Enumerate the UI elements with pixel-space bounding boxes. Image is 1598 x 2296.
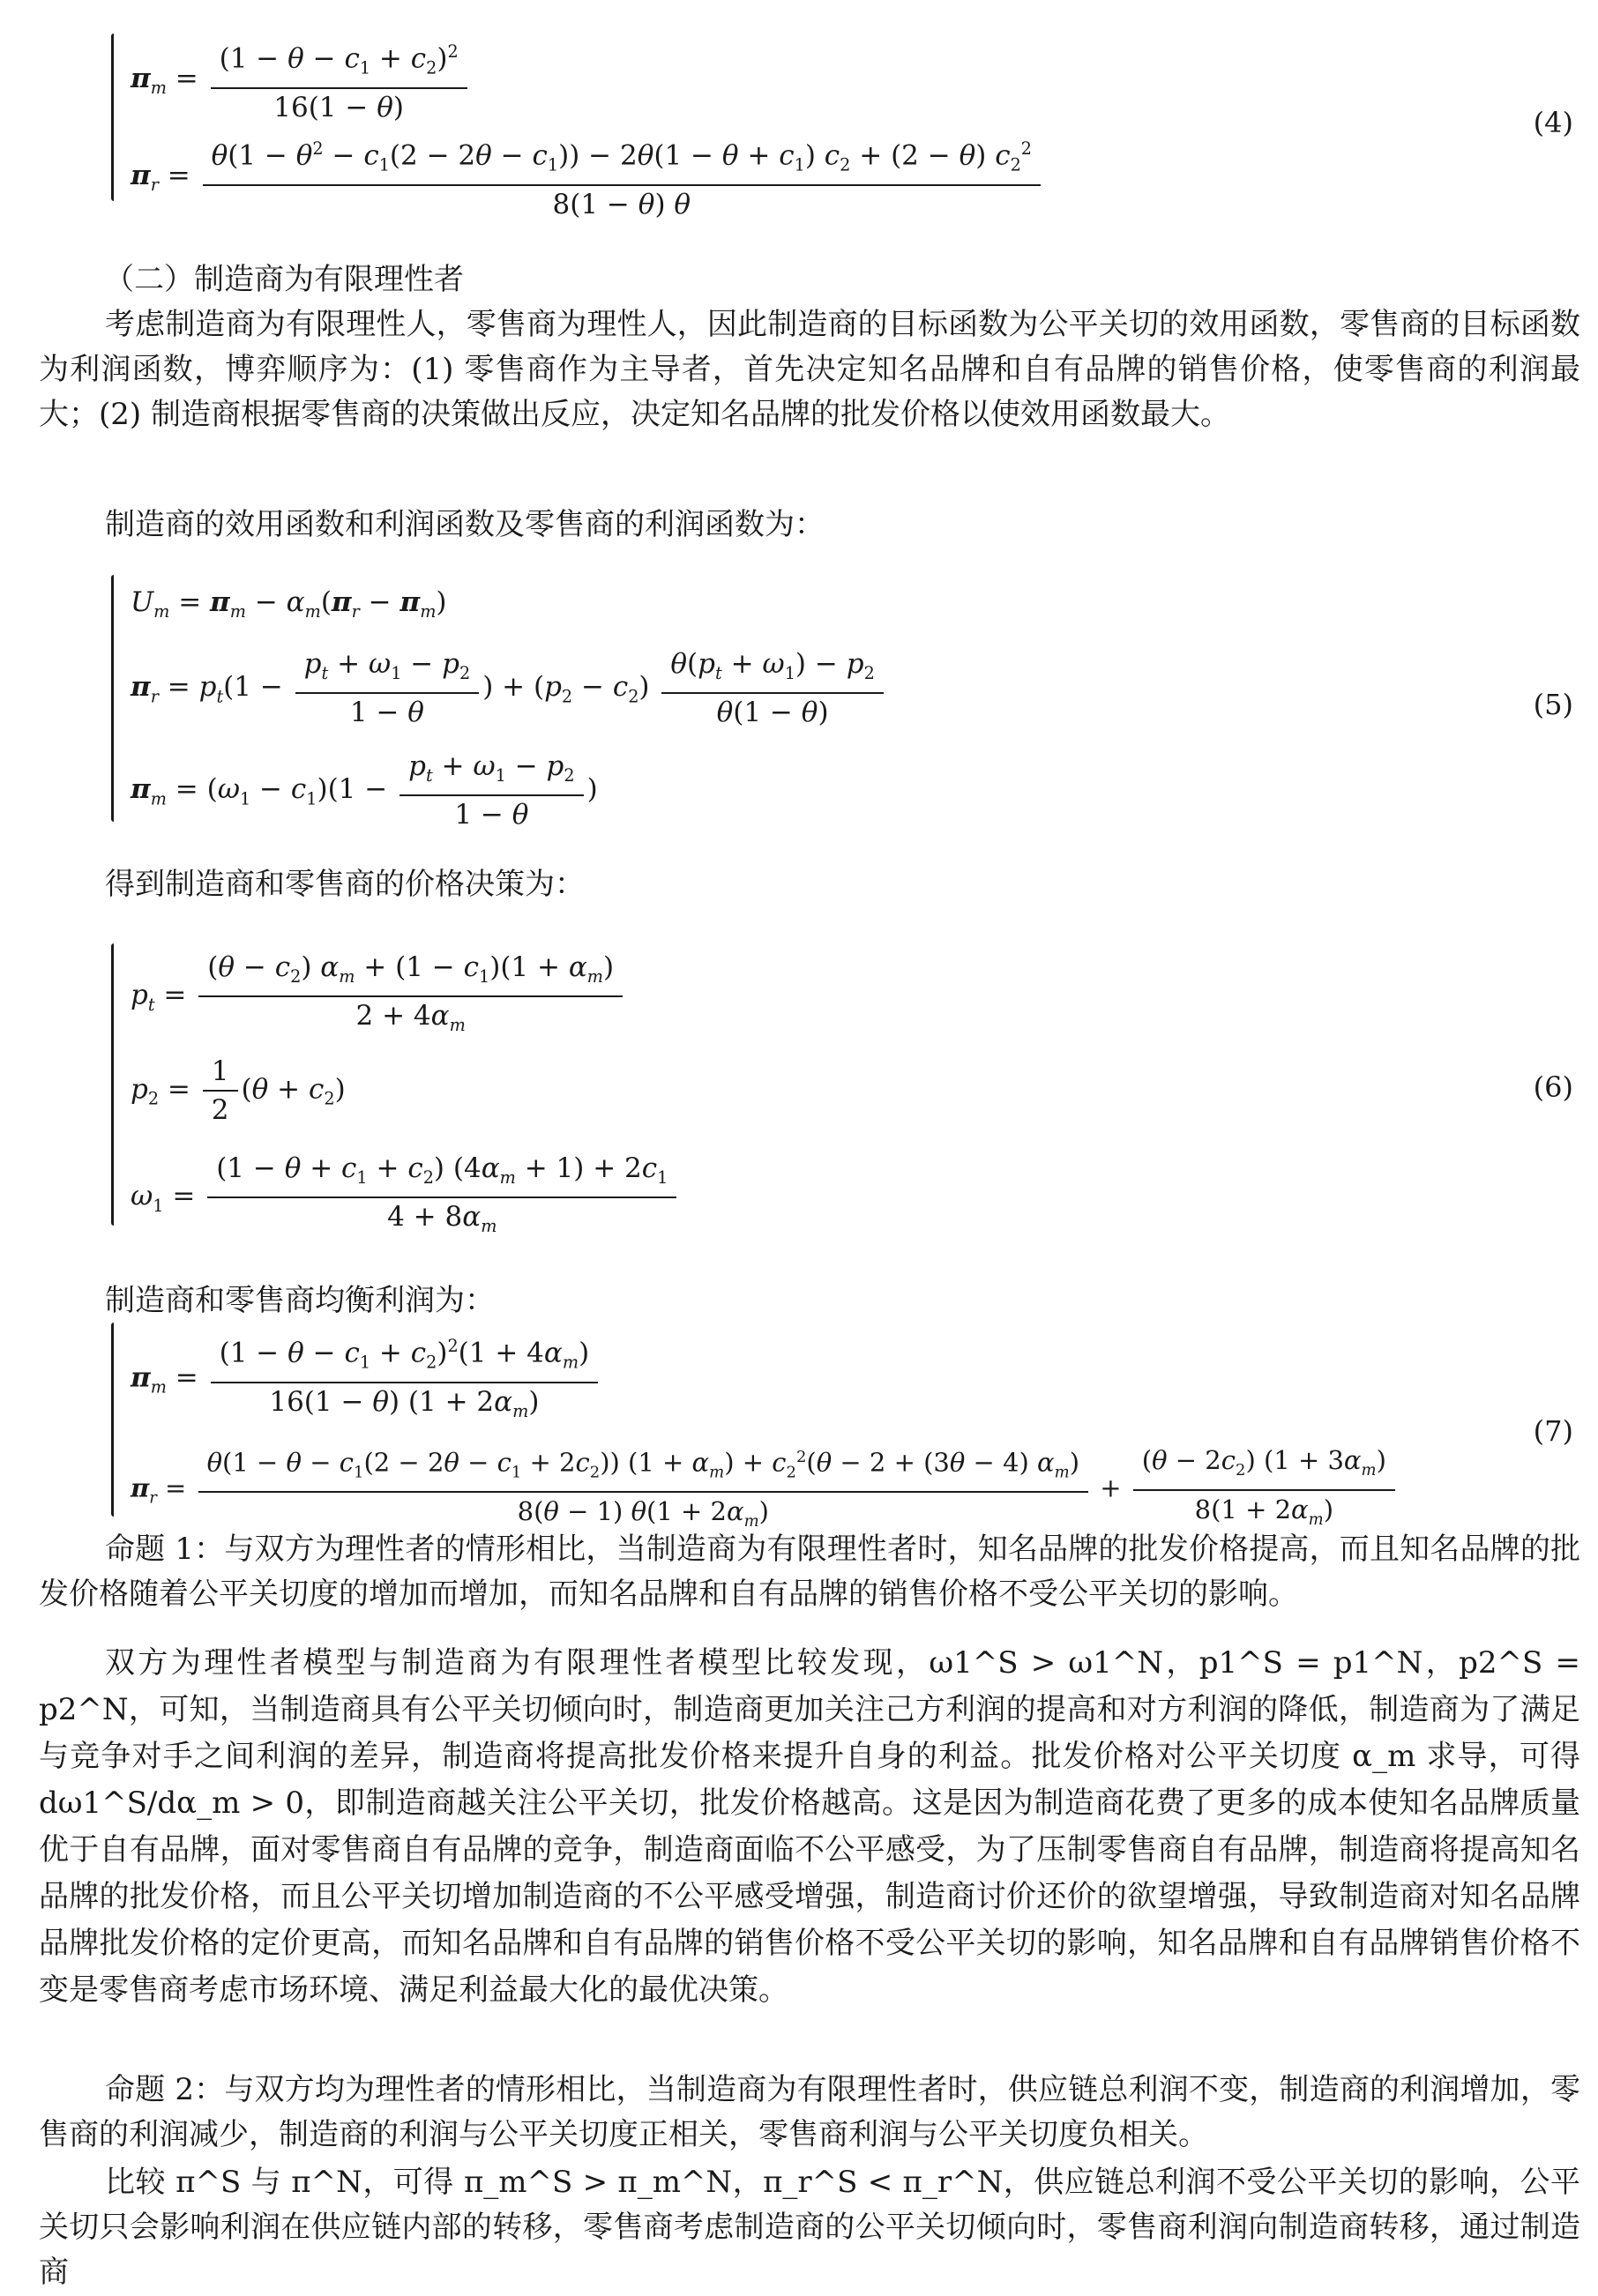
- equation-6-p-t: $p_t$ = $\frac{(\theta - c_2) \alpha_m + (1 - c_1)(1 + \alpha_m)}{2 + 4\alpha_m}$: [131, 949, 626, 1044]
- equation-number: (4): [1533, 106, 1573, 139]
- brace: [111, 1323, 114, 1517]
- brace: [111, 34, 114, 201]
- equation-6-p2: $p_2$ = $\frac{1}{2}$ $(\theta + c_2)$: [131, 1053, 346, 1129]
- equation-number: (5): [1533, 688, 1573, 721]
- paragraph: 制造商的效用函数和利润函数及零售商的利润函数为：: [105, 507, 825, 542]
- equation-5-pi-m: $\pi_m = (\omega_1 - c_1)(1$ − $\frac{p_t + \omega_1 - p_2}{1 - \theta}$ ): [131, 748, 598, 833]
- equation-7-pi-r: $\pi_r$ = $\theta(1 - \theta - c_1(2 - 2\theta - c_1 + 2c_2))$ $(1 + \alpha_m) + c_2^2(\theta - 2 + (3\theta - 4)$ $\alpha_m$) 8(θ − 1) $\theta(1 + 2\alpha_m)$ + $\frac{(\theta - 2c_2) (1 + 3\alpha_m)}{8(1 + 2\alpha_m)}$: [131, 1439, 1399, 1540]
- brace: [111, 943, 114, 1226]
- equation-7-pi-m: $\pi_m$ = $\frac{(1 - \theta - c_1 + c_2)^2(1 + 4\alpha_m)}{16(1 - \theta) (1 + 2\alpha_m)}$: [131, 1328, 601, 1430]
- equation-number: (7): [1533, 1414, 1573, 1448]
- equation-5-u-m: $U_m = \pi_m - \alpha_m(\pi_r - \pi_m)$: [131, 586, 447, 622]
- equation-4-pi-r: $\pi_r$ = $\theta(1 - \theta^2 - c_1(2 - 2\theta - c_1)) - 2\theta(1 - \theta + c_1)$ $c_2 + (2 - \theta)$ $c_2^2$ 8(1 − θ) θ: [131, 130, 1044, 223]
- paragraph: 考虑制造商为有限理性人，零售商为理性人，因此制造商的目标函数为公平关切的效用函数，零售商的目标函数为利润函数，博弈顺序为：(1) 零售商作为主导者，首先决定知名品牌和自有品牌的销售价格，使零售商的利润最大；(2) 制造商根据零售商的决策做出反应，决定知名品牌的批发价格以使效用函数最大。: [39, 307, 1580, 432]
- section-heading: （二）制造商为有限理性者: [104, 262, 464, 297]
- equation-number: (6): [1533, 1070, 1573, 1104]
- proposition-2: 命题 2：与双方均为理性者的情形相比，当制造商为有限理性者时，供应链总利润不变，制造商的利润增加，零售商的利润减少，制造商的利润与公平关切度正相关，零售商利润与公平关切度负相关。: [39, 2072, 1580, 2152]
- equation-5-pi-r: $\pi_r = p_t(1$ − $\frac{p_t + \omega_1 - p_2}{1 - \theta}$ ) + $(p_2 - c_2)$ $\frac{\theta(p_t + \omega_1) - p_2}{\theta(1 - \theta)}$: [131, 645, 887, 731]
- paragraph: 比较 π^S 与 π^N，可得 π_m^S > π_m^N，π_r^S < π_r^N，供应链总利润不受公平关切的影响，公平关切只会影响利润在供应链内部的转移，零售商考虑制造商的公平关切倾向时，零售商利润向制造商转移，通过制造商: [39, 2165, 1580, 2290]
- paragraph: 得到制造商和零售商的价格决策为：: [105, 867, 585, 902]
- proposition-1: 命题 1：与双方为理性者的情形相比，当制造商为有限理性者时，知名品牌的批发价格提高，而且知名品牌的批发价格随着公平关切度的增加而增加，而知名品牌和自有品牌的销售价格不受公平关切的影响。: [39, 1532, 1580, 1612]
- equation-4-pi-m: $\pi_m$ = $\frac{(1 - \theta - c_1 + c_2)^2}{16(1 - \theta)}$: [131, 34, 471, 126]
- paragraph: 双方为理性者模型与制造商为有限理性者模型比较发现，ω1^S > ω1^N，p1^S = p1^N，p2^S = p2^N，可知，当制造商具有公平关切倾向时，制造商更加关注己方利润的提高和对方利润的降低，制造商为了满足与竞争对手之间利润的差异，制造商将提高批发价格来提升自身的利益。批发价格对公平关切度 α_m 求导，可得 dω1^S/dα_m > 0，即制造商越关注公平关切，批发价格越高。这是因为制造商花费了更多的成本使知名品牌质量优于自有品牌，面对零售商自有品牌的竞争，制造商面临不公平感受，为了压制零售商自有品牌，制造商将提高知名品牌的批发价格，而且公平关切增加制造商的不公平感受增强，制造商讨价还价的欲望增强，导致制造商对知名品牌品牌批发价格的定价更高，而知名品牌和自有品牌的销售价格不受公平关切的影响，知名品牌和自有品牌销售价格不变是零售商考虑市场环境、满足利益最大化的最优决策。: [39, 1645, 1580, 2008]
- equation-6-omega1: $\omega_1$ = $\frac{(1 - \theta + c_1 + c_2) (4\alpha_m + 1) + 2c_1}{4 + 8\alpha_m}$: [131, 1150, 680, 1245]
- brace: [111, 575, 114, 822]
- paragraph: 制造商和零售商均衡利润为：: [105, 1283, 495, 1318]
